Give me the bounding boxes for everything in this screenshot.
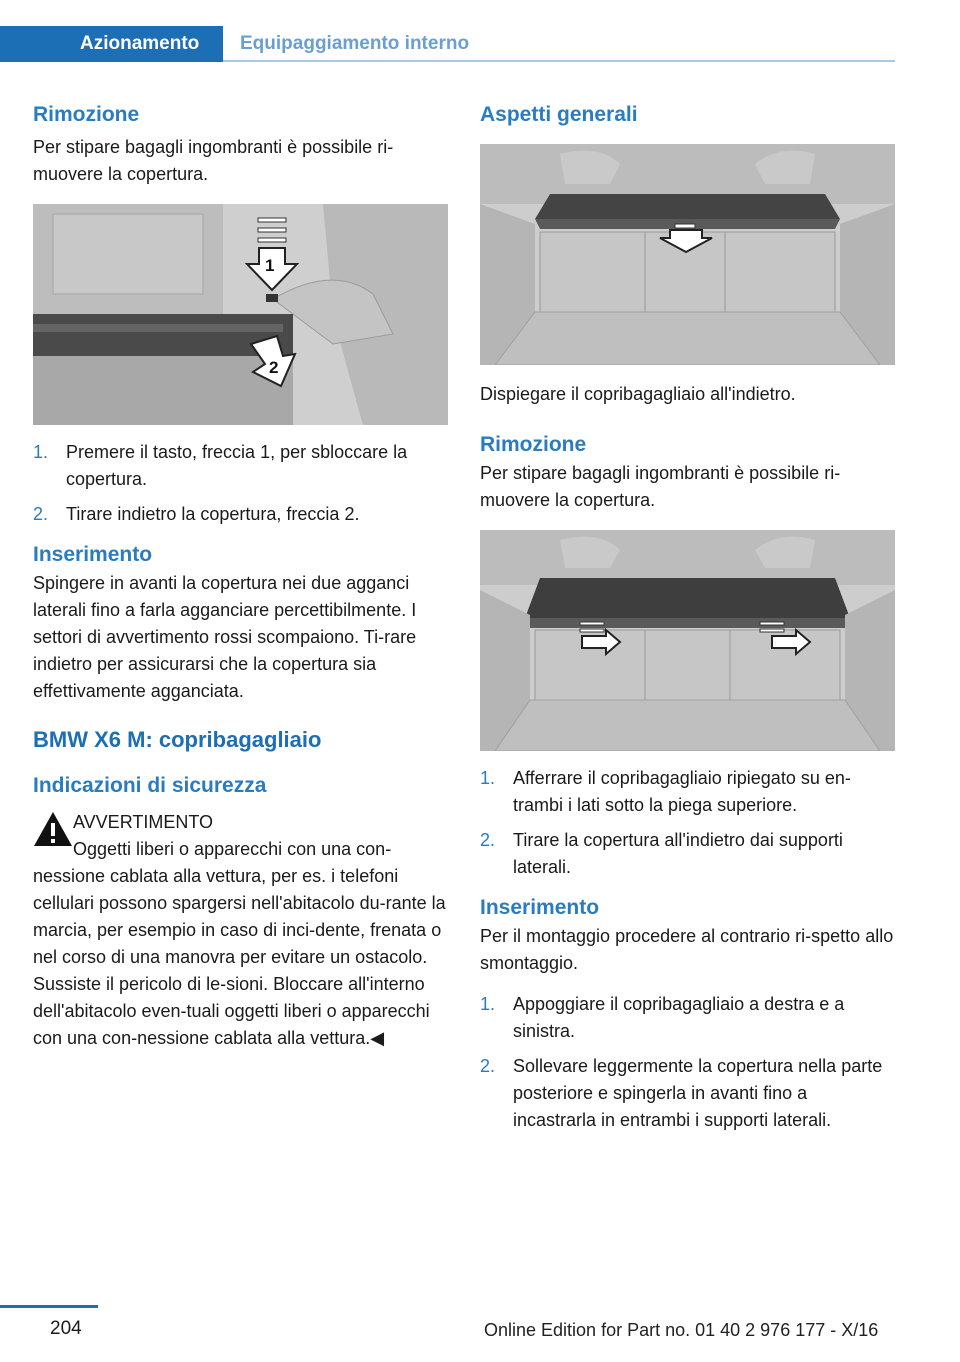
page-number: 204 [50, 1318, 82, 1339]
section-title-inserimento: Inserimento [33, 543, 153, 566]
section-title-inserimento: Inserimento [480, 896, 600, 919]
section-title-aspetti-generali: Aspetti generali [480, 103, 638, 126]
step-text: Afferrare il copribagagliaio ripiegato su en-trambi i lati sotto la piega superiore. [513, 768, 851, 815]
steps-rimozione [480, 765, 895, 881]
steps-inserimento [480, 991, 895, 1134]
step-number: 2. [33, 504, 49, 524]
step-text: Appoggiare il copribagagliaio a destra e a sinistra. [513, 994, 845, 1041]
step-number: 2. [480, 1056, 496, 1076]
header-divider [223, 60, 895, 62]
list-item [480, 827, 895, 881]
step-number: 1. [480, 768, 496, 788]
section-title-sicurezza: Indicazioni di sicurezza [33, 774, 267, 797]
warning-label: AVVERTIMENTO [73, 812, 214, 832]
step-text: Premere il tasto, freccia 1, per sbloccare la copertura. [66, 442, 408, 489]
footer-divider [0, 1305, 98, 1308]
step-number: 1. [480, 994, 496, 1014]
step-text: Tirare la copertura all'indietro dai supporti laterali. [513, 830, 843, 877]
tab-equipaggiamento-interno[interactable]: Equipaggiamento interno [240, 33, 470, 54]
section-title-rimozione: Rimozione [33, 103, 140, 126]
left-column [33, 100, 448, 1052]
step-text: Sollevare leggermente la copertura nella parte posteriore e spingerla in avanti fino a incastrarla in entrambi i supporti laterali. [513, 1056, 883, 1130]
warning-triangle-icon [33, 811, 73, 847]
figure-cover-removal [480, 530, 895, 751]
list-item [480, 765, 895, 819]
list-item [33, 501, 448, 528]
steps-rimozione [33, 439, 448, 528]
figure-cover-release-drawing [33, 204, 448, 425]
section-text-rimozione: Per stipare bagagli ingombranti è possibile ri-muovere la copertura. [33, 137, 394, 184]
footer-edition: Online Edition for Part no. 01 40 2 976 177 - X/16 [484, 1320, 879, 1340]
warning-block [33, 809, 448, 1052]
list-item [480, 991, 895, 1045]
figure-caption: Dispiegare il copribagagliaio all'indietro. [480, 384, 796, 404]
figure-label-1: 1 [265, 256, 275, 275]
section-title-bmw-x6m: BMW X6 M: copribagagliaio [33, 727, 322, 752]
list-item [33, 439, 448, 493]
step-number: 2. [480, 830, 496, 850]
figure-label-2: 2 [269, 358, 279, 377]
tab-azionamento[interactable]: Azionamento [0, 26, 223, 62]
warning-text: Oggetti liberi o apparecchi con una con-nessione cablata alla vettura, per es. i telefoni cellulari possono spargersi nell'abitacolo du-rante la marcia, per esempio in caso di inci-dente, frenata o nel corso di una manovra per evitare un ostacolo. Sussiste il pericolo di le-sioni. Bloccare all'interno dell'abitacolo even-tuali oggetti liberi o apparecchi con una con-nessione cablata alla vettura.◀ [33, 839, 446, 1048]
page-header [0, 26, 895, 62]
figure-cover-release [33, 204, 448, 425]
figure-cover-extended [480, 144, 895, 365]
step-number: 1. [33, 442, 49, 462]
figure-cover-removal-drawing [480, 530, 895, 751]
list-item [480, 1053, 895, 1134]
section-title-rimozione: Rimozione [480, 433, 587, 456]
step-text: Tirare indietro la copertura, freccia 2. [66, 504, 360, 524]
right-column [480, 100, 895, 1142]
section-text-rimozione: Per stipare bagagli ingombranti è possibile ri-muovere la copertura. [480, 463, 841, 510]
figure-cover-extended-drawing [480, 144, 895, 365]
section-text-inserimento: Per il montaggio procedere al contrario ri-spetto allo smontaggio. [480, 926, 894, 973]
section-text-inserimento: Spingere in avanti la copertura nei due agganci laterali fino a farla agganciare percettibilmente. I settori di avvertimento rossi scompaiono. Ti-rare indietro per assicurarsi che la copertura sia effettivamente agganciata. [33, 573, 417, 701]
